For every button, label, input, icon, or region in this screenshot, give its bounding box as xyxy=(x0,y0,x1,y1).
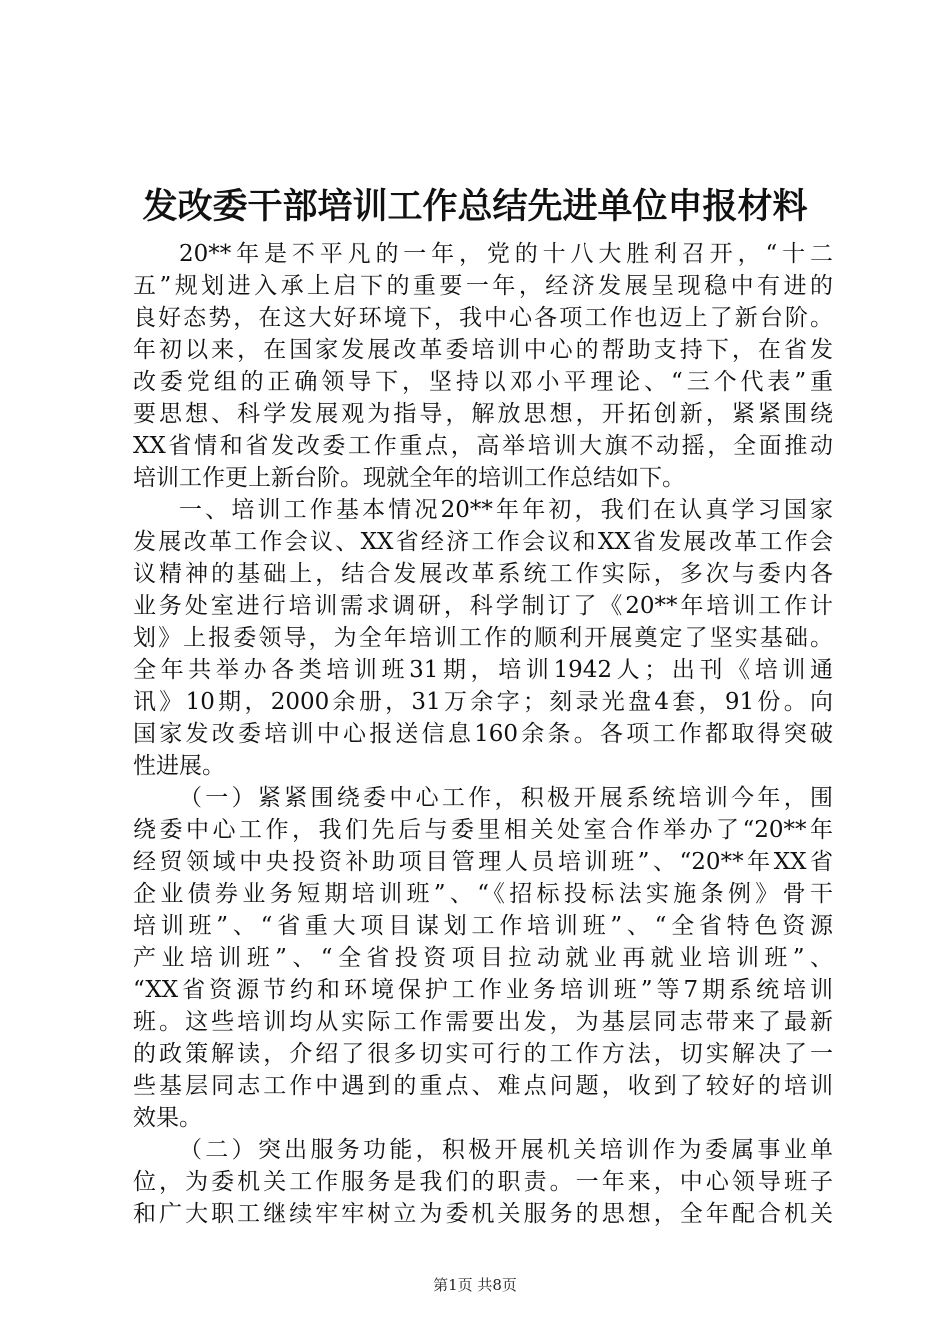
paragraph-line: 性进展。 xyxy=(133,753,225,779)
paragraph-line: 的政策解读，介绍了很多切实可行的工作方法，切实解决了一 xyxy=(133,1041,833,1067)
paragraph-line: 和广大职工继续牢牢树立为委机关服务的思想，全年配合机关 xyxy=(133,1201,833,1227)
paragraph-line: 讯》10期，2000余册，31万余字；刻录光盘4套，91份。向 xyxy=(133,689,833,715)
paragraph-line: 全年共举办各类培训班31期，培训1942人；出刊《培训通 xyxy=(133,657,833,683)
paragraph-line: 一、培训工作基本情况20**年年初，我们在认真学习国家 xyxy=(179,497,833,523)
paragraph-line: （一）紧紧围绕委中心工作，积极开展系统培训今年，围 xyxy=(179,785,833,811)
paragraph xyxy=(133,238,833,494)
paragraph-line: 企业债券业务短期培训班”、“《招标投标法实施条例》骨干 xyxy=(133,881,833,907)
paragraph-line: 培训工作更上新台阶。现就全年的培训工作总结如下。 xyxy=(133,465,685,491)
paragraph-line: 20**年是不平凡的一年，党的十八大胜利召开，“十二 xyxy=(179,241,833,267)
paragraph-line: 改委党组的正确领导下，坚持以邓小平理论、“三个代表”重 xyxy=(133,369,833,395)
paragraph-line: 业务处室进行培训需求调研，科学制订了《20**年培训工作计 xyxy=(133,593,833,619)
paragraph-line: 年初以来，在国家发展改革委培训中心的帮助支持下，在省发 xyxy=(133,337,833,363)
paragraph xyxy=(133,1134,833,1230)
paragraph xyxy=(133,782,833,1134)
paragraph-line: 效果。 xyxy=(133,1105,202,1131)
paragraph-line: 发展改革工作会议、XX省经济工作会议和XX省发展改革工作会 xyxy=(133,529,833,555)
paragraph-line: 培训班”、“省重大项目谋划工作培训班”、“全省特色资源 xyxy=(133,913,833,939)
paragraph-line: 五”规划进入承上启下的重要一年，经济发展呈现稳中有进的 xyxy=(133,273,833,299)
paragraph-line: （二）突出服务功能，积极开展机关培训作为委属事业单 xyxy=(179,1137,833,1163)
paragraph-line: 班。这些培训均从实际工作需要出发，为基层同志带来了最新 xyxy=(133,1009,833,1035)
paragraph-line: XX省情和省发改委工作重点，高举培训大旗不动摇，全面推动 xyxy=(133,433,833,459)
paragraph-line: 经贸领域中央投资补助项目管理人员培训班”、“20**年XX省 xyxy=(133,849,833,875)
paragraph-line: 位，为委机关工作服务是我们的职责。一年来，中心领导班子 xyxy=(133,1169,833,1195)
document-title: 发改委干部培训工作总结先进单位申报材料 xyxy=(142,186,808,227)
paragraph-line: 划》上报委领导，为全年培训工作的顺利开展奠定了坚实基础。 xyxy=(133,625,833,651)
paragraph-line: 良好态势，在这大好环境下，我中心各项工作也迈上了新台阶。 xyxy=(133,305,833,331)
paragraph-line: 产业培训班”、“全省投资项目拉动就业再就业培训班”、 xyxy=(133,945,833,971)
paragraph-line: 些基层同志工作中遇到的重点、难点问题，收到了较好的培训 xyxy=(133,1073,833,1099)
paragraph-line: 绕委中心工作，我们先后与委里相关处室合作举办了“20**年 xyxy=(133,817,833,843)
paragraph-line: “XX省资源节约和环境保护工作业务培训班”等7期系统培训 xyxy=(133,977,833,1003)
page-footer: 第1页 共8页 xyxy=(433,1276,517,1294)
paragraph-line: 国家发改委培训中心报送信息160余条。各项工作都取得突破 xyxy=(133,721,833,747)
paragraph xyxy=(133,494,833,782)
document-body xyxy=(133,238,833,1230)
paragraph-line: 要思想、科学发展观为指导，解放思想，开拓创新，紧紧围绕 xyxy=(133,401,833,427)
paragraph-line: 议精神的基础上，结合发展改革系统工作实际，多次与委内各 xyxy=(133,561,833,587)
